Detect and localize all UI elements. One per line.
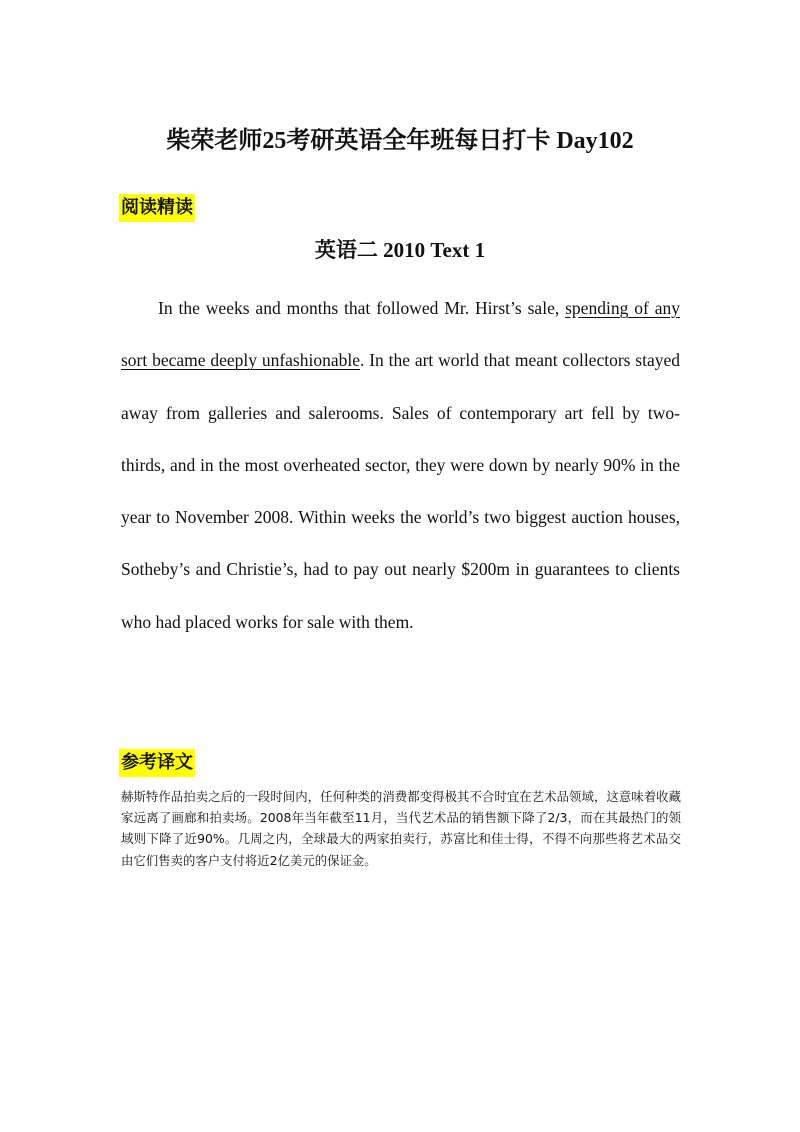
reading-section-label: 阅读精读: [119, 194, 195, 222]
page-title: 柴荣老师25考研英语全年班每日打卡 Day102: [166, 128, 634, 154]
translation-text: 赫斯特作品拍卖之后的一段时间内，任何种类的消费都变得极其不合时宜在艺术品领域，这意味着收藏家远离了画廊和拍卖场。2008年当年截至11月，当代艺术品的销售额下降了2/3，而在其最热门的领域则下降了近90%。几周之内，全球最大的两家拍卖行，苏富比和佳士得，不得不向那些将艺术品交由它们售卖的客户支付将近2亿美元的保证金。: [121, 789, 681, 868]
passage-intro: In the weeks and months that followed Mr. Hirst’s sale,: [158, 298, 566, 318]
text-heading: 英语二 2010 Text 1: [314, 238, 486, 262]
reading-passage: [121, 282, 680, 648]
passage-rest: . In the art world that meant collectors stayed away from galleries and salerooms. Sales of contemporary art fell by two-thirds, and in the most overheated sector, they were down by nearly 90% in the year to November 2008. Within weeks the world’s two biggest auction houses, Sotheby’s and Christie’s, had to pay out nearly $200m in guarantees to clients who had placed works for sale with them.: [121, 350, 680, 632]
underlined-phrase: spending of any sort became deeply unfashionable: [121, 298, 680, 371]
translation-section-label: 参考译文: [119, 749, 195, 777]
